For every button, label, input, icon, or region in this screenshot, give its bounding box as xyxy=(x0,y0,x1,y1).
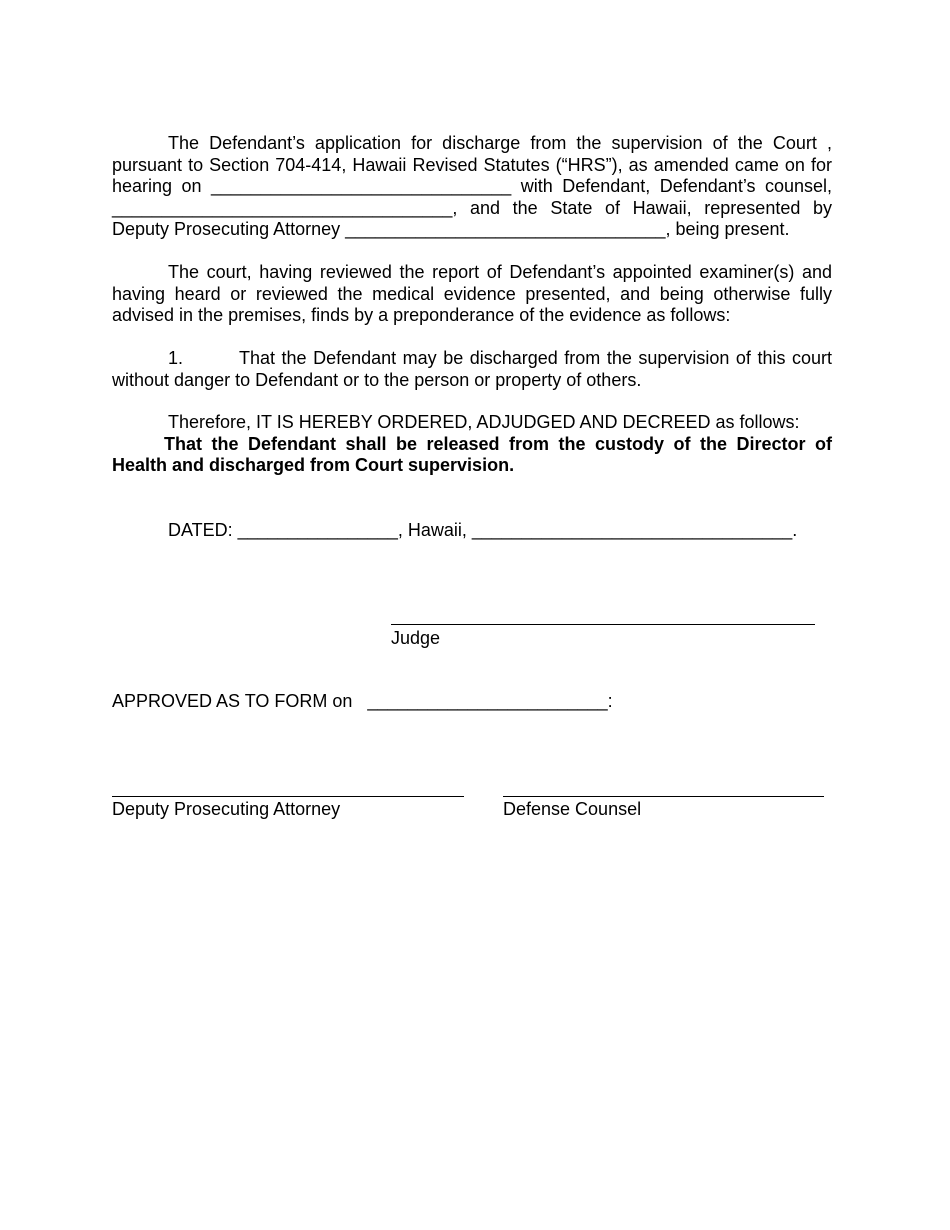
paragraph-line: advised in the premises, finds by a preponderance of the evidence as follows: xyxy=(112,305,731,325)
judge-signature-line xyxy=(391,624,815,625)
paragraph-line: having heard or reviewed the medical evidence presented, and being otherwise fully xyxy=(112,283,832,304)
order-line: That the Defendant shall be released from the custody of the Director of xyxy=(164,433,832,454)
paragraph-line: hearing on ______________________________ with Defendant, Defendant’s counsel, xyxy=(112,176,832,196)
paragraph-line: The Defendant’s application for discharge from the supervision of the Court , xyxy=(168,133,832,153)
paragraph-line xyxy=(112,348,832,370)
paragraph-line: Deputy Prosecuting Attorney ________________________________, being present. xyxy=(112,219,790,239)
approved-as-to-form: APPROVED AS TO FORM on ________________________: xyxy=(112,691,613,711)
finding-number: 1. xyxy=(168,348,184,368)
prosecutor-label: Deputy Prosecuting Attorney xyxy=(112,799,341,819)
order-line: Health and discharged from Court supervision. xyxy=(112,455,515,475)
defense-signature-line xyxy=(503,796,824,797)
order-section xyxy=(112,412,832,477)
order-intro: Therefore, IT IS HEREBY ORDERED, ADJUDGED AND DECREED as follows: xyxy=(168,412,800,432)
paragraph-line: without danger to Defendant or to the person or property of others. xyxy=(112,369,642,390)
prosecutor-signature-line xyxy=(112,796,464,797)
finding-text: That the Defendant may be discharged from the supervision of this court xyxy=(239,348,832,368)
paragraph-line: __________________________________, and the State of Hawaii, represented by xyxy=(112,197,832,218)
dated-line: DATED: ________________, Hawaii, ________________________________. xyxy=(168,520,798,540)
paragraph-application xyxy=(112,133,832,241)
paragraph-findings-intro xyxy=(112,262,832,327)
judge-label: Judge xyxy=(391,628,441,648)
finding-1 xyxy=(112,348,832,391)
paragraph-line: pursuant to Section 704-414, Hawaii Revised Statutes (“HRS”), as amended came on for xyxy=(112,154,832,175)
paragraph-line: The court, having reviewed the report of Defendant’s appointed examiner(s) and xyxy=(168,262,832,282)
defense-label: Defense Counsel xyxy=(503,799,642,819)
